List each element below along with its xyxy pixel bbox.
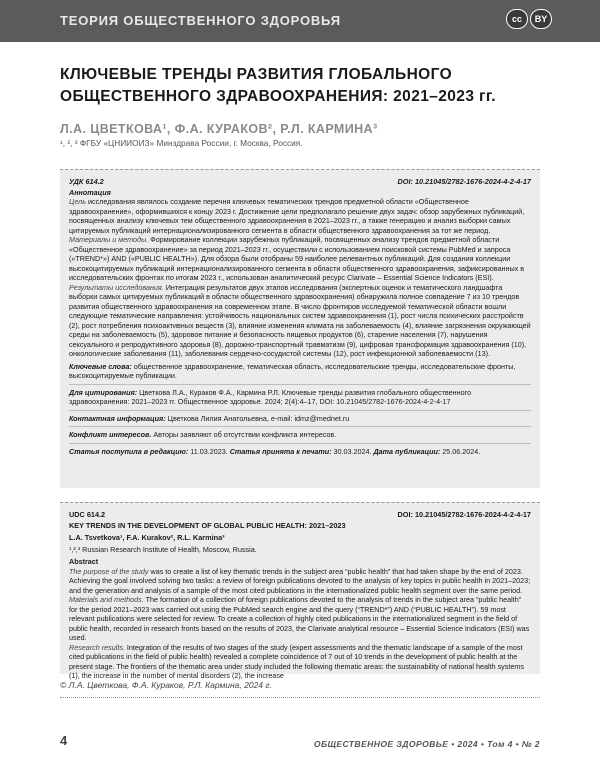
accepted-label: Статья принята к печати: [229, 446, 332, 456]
methods-paragraph-en [69, 595, 531, 643]
english-abstract-box [60, 502, 540, 680]
purpose-label-en: The purpose of the study [69, 566, 149, 576]
section-header-bar [0, 0, 600, 42]
dates-ru [69, 447, 531, 457]
article-title [60, 64, 540, 108]
cc-license-badge[interactable] [506, 9, 552, 29]
footer-divider [60, 697, 540, 698]
results-paragraph-ru [69, 283, 531, 359]
doi-en[interactable]: DOI: 10.21045/2782-1676-2024-4-2-4-17 [397, 510, 531, 519]
title-line-1: КЛЮЧЕВЫЕ ТРЕНДЫ РАЗВИТИЯ ГЛОБАЛЬНОГО [60, 66, 453, 83]
authors-ru: Л.А. ЦВЕТКОВА¹, Ф.А. КУРАКОВ², Р.Л. КАРМИНА³ [60, 122, 378, 136]
conflict-ru [69, 430, 531, 440]
results-label-ru: Результаты исследования. [69, 282, 164, 292]
udk-code: УДК 614.2 [69, 177, 104, 186]
journal-footer: ОБЩЕСТВЕННОЕ ЗДОРОВЬЕ • 2024 • Том 4 • № 2 [313, 739, 540, 749]
received-date: 11.03.2023. [188, 446, 228, 456]
divider [69, 384, 531, 385]
section-title: ТЕОРИЯ ОБЩЕСТВЕННОГО ЗДОРОВЬЯ [60, 13, 341, 28]
title-en: KEY TRENDS IN THE DEVELOPMENT OF GLOBAL PUBLIC HEALTH: 2021–2023 [69, 520, 346, 530]
methods-label-en: Materials and methods. [69, 595, 144, 604]
by-icon: BY [530, 9, 552, 29]
results-paragraph-en [69, 643, 531, 681]
udk-doi-row [69, 177, 531, 187]
affiliation-ru: ¹, ², ³ ФГБУ «ЦНИИОИЗ» Минздрава России, г. Москва, Россия. [60, 138, 303, 148]
methods-label-ru: Материалы и методы. [69, 235, 149, 244]
results-text-en: Integration of the results of two stages of the study (expert assessments and the thematic landscape of a sample of the most cited publications in the field of public health) revealed a complete coincidence of 7 out of 10 trends in the development of public health at the present stage. The frontiers of the thematic area under study included the following thematic areas: the sustainability of national health systems (1), the increase in the number of mental disorders (2), the increase [69, 642, 524, 680]
conflict-label-ru: Конфликт интересов. [69, 430, 152, 439]
title-line-2: ОБЩЕСТВЕННОГО ЗДРАВООХРАНЕНИЯ: 2021–2023 гг. [60, 88, 496, 105]
divider [69, 443, 531, 444]
contact-ru [69, 414, 531, 424]
russian-abstract-box [60, 169, 540, 488]
received-label: Статья поступила в редакцию: [69, 446, 189, 456]
citation-text-ru: Цветкова Л.А., Кураков Ф.А., Кармина Р.Л. Ключевые тренды развития глобального общественного здравоохранения: 2021–2023 гг. Общественное здоровье. 2024; 2(4):4–17, DOI: 10.21045/2782-1676-2024-4-2-4-17 [69, 387, 472, 406]
udc-doi-row [69, 510, 531, 520]
methods-paragraph-ru [69, 235, 531, 283]
authors-en: L.A. Tsvetkova¹, F.A. Kurakov², R.L. Karmina³ [69, 533, 225, 542]
keywords-ru [69, 362, 531, 381]
purpose-paragraph-ru [69, 197, 531, 235]
results-text-ru: Интеграция результатов двух этапов исследования (экспертных оценок и тематического ландшафта выборки самых цитируемых публикаций в области общественного здравоохранения) обнаружила полное совпадение 7 из 10 трендов развития общественного здравоохранения на современном этапе. В число фронтиров исследуемой тематической области вошли следующие тематические направления: устойчивость национальных систем здравоохранения (1), рост числа психических расстройств (2), рост потребления психоактивных веществ (3), влияние изменения климата на заболеваемость (4), влияние загрязнения окружающей среды на заболеваемость (5), здоровое питание и безопасность пищевых продуктов (6), старение населения (7), нарушения сексуального и репродуктивного здоровья (8), дорожно-транспортный травматизм (9), цифровая трансформация здравоохранения (10), онкологические заболевания (11), заболевания сердечно-сосудистой системы (12), рост инфекционной заболеваемости (13). [69, 282, 531, 358]
contact-text-ru: Цветкова Лилия Анатольевна, e-mail: idmz@mednet.ru [165, 413, 350, 423]
purpose-text-ru: исследования являлось создание перечня ключевых тематических трендов предметной области «Общественное здравоохранение», оформившихся к концу 2023 г. Достижение цели предполагало решение двух задач: обзор зарубежных публикаций, посвященных анализу ключевых тем общественного здравоохранения в 2021–2023 гг., а также генерацию и анализ выборки самых цитируемых публикаций интернационализированного сегмента в области общественного здравоохранения за тот же период. [69, 197, 525, 235]
citation-label-ru: Для цитирования: [69, 387, 138, 397]
citation-ru [69, 388, 531, 407]
purpose-label-ru: Цель [69, 197, 86, 206]
keywords-text-ru: общественное здравоохранение, тематическая область, исследовательские тренды, исследовательские фронты, высокоцитируемые публикации. [69, 361, 516, 380]
divider [69, 410, 531, 411]
divider [69, 426, 531, 427]
udc-code: UDC 614.2 [69, 510, 106, 519]
copyright-notice: © Л.А. Цветкова, Ф.А. Кураков, Р.Л. Кармина, 2024 г. [60, 680, 272, 690]
annotation-heading: Аннотация [69, 187, 111, 197]
abstract-heading: Abstract [69, 557, 99, 566]
purpose-paragraph-en [69, 567, 531, 596]
page-number: 4 [60, 733, 68, 748]
methods-text-en: The formation of a collection of foreign publications devoted to the analysis of trends in the subject area “public health” for the period 2021–2023 was carried out using the PubMed search engine and the query (“TREND*”) AND (“PUBLIC HEALTH”). 59 most relevant publications were selected for review. To create a collection of highly cited publications in the internationalized segment in the field of public health, recorded in research fronts based on the results of 2023, the Clarivate analytical resource – Essential Science Indicators (ESI) was used. [69, 595, 530, 642]
contact-label-ru: Контактная информация: [69, 413, 166, 423]
methods-text-ru: Формирование коллекции зарубежных публикаций, посвященных анализу трендов предметной области «Общественное здравоохранение» за период 2021–2023 гг., осуществили с использованием поисковой системы PubMed и запроса («TREND*») AND («PUBLIC HEALTH»). Для обзора были отобраны 59 наиболее релевантных публикаций. Для создания коллекции высокоцитируемых публикаций интернационализированного сегмента в области общественного здравоохранения, зафиксированных в исследовательских фронтах по итогам 2023 г., использован аналитический ресурс Clarivate – Essential Science Indicators (ESI). [69, 235, 525, 282]
keywords-label-ru: Ключевые слова: [69, 361, 132, 371]
conflict-text-ru: Авторы заявляют об отсутствии конфликта интересов. [151, 430, 337, 439]
doi-ru[interactable]: DOI: 10.21045/2782-1676-2024-4-2-4-17 [397, 177, 531, 186]
accepted-date: 30.03.2024. [331, 446, 372, 456]
affiliation-en: ¹,²,³ Russian Research Institute of Health, Moscow, Russia. [69, 544, 257, 554]
cc-icon: cc [506, 9, 528, 29]
published-label: Дата публикации: [373, 446, 441, 456]
published-date: 25.06.2024. [440, 446, 481, 456]
results-label-en: Research results. [69, 642, 125, 652]
purpose-text-en: was to create a list of key thematic trends in the subject area “public health” that had taken shape by the end of 2023. Achieving the goal involved solving two tasks: a review of foreign publications devoted to the analysis of key topics in public health in 2021–2023; and the generation and analysis of a sample of the most cited publications in the internationalized public health segment over the same period. [69, 566, 531, 595]
